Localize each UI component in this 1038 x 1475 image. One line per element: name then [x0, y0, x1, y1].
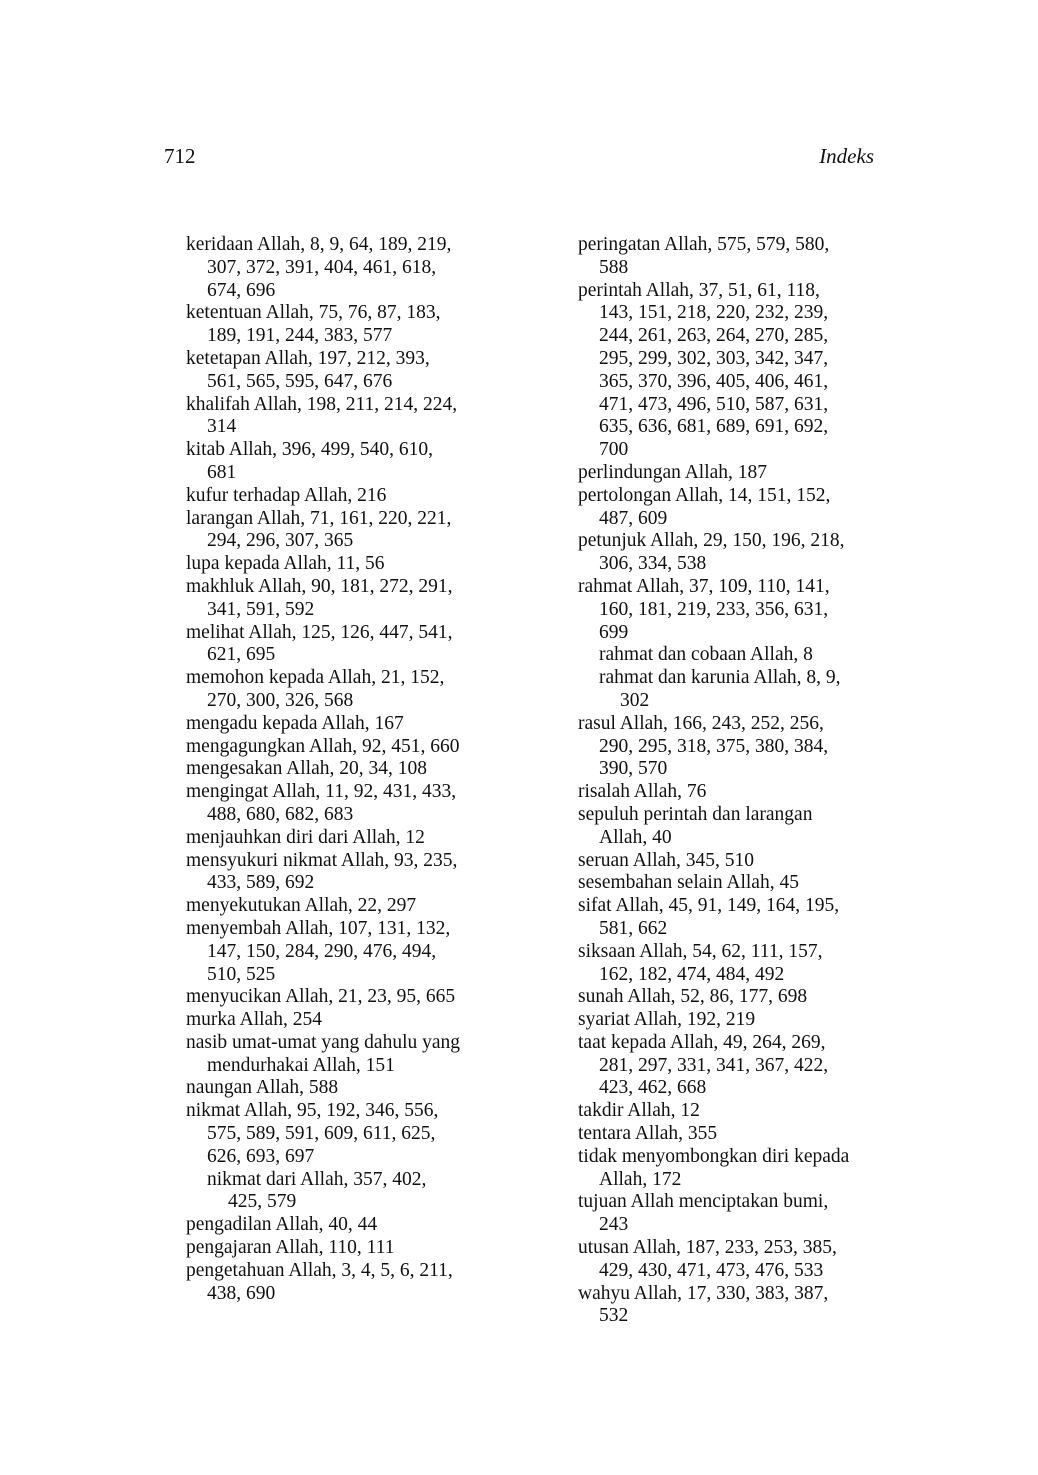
index-continuation: 433, 589, 692	[207, 872, 315, 894]
index-entry: naungan Allah, 588	[186, 1077, 339, 1099]
index-entry: pertolongan Allah, 14, 151, 152,	[578, 484, 831, 506]
index-continuation: 429, 430, 471, 473, 476, 533	[599, 1259, 824, 1281]
index-entry: pengetahuan Allah, 3, 4, 5, 6, 211,	[186, 1259, 453, 1281]
index-continuation: 143, 151, 218, 220, 232, 239,	[599, 302, 829, 324]
index-continuation: 626, 693, 697	[207, 1145, 315, 1167]
index-entry: melihat Allah, 125, 126, 447, 541,	[186, 621, 453, 643]
index-continuation: Allah, 172	[599, 1168, 682, 1190]
index-entry: menyucikan Allah, 21, 23, 95, 665	[186, 986, 456, 1008]
index-entry: murka Allah, 254	[186, 1009, 322, 1031]
index-entry: nasib umat-umat yang dahulu yang	[186, 1031, 461, 1053]
index-entry: larangan Allah, 71, 161, 220, 221,	[186, 507, 452, 529]
index-continuation: 635, 636, 681, 689, 691, 692,	[599, 416, 829, 438]
page-number: 712	[164, 144, 196, 168]
index-continuation: mendurhakai Allah, 151	[207, 1054, 395, 1076]
index-continuation: 438, 690	[207, 1282, 276, 1304]
index-entry: siksaan Allah, 54, 62, 111, 157,	[578, 940, 823, 962]
index-entry: utusan Allah, 187, 233, 253, 385,	[578, 1237, 837, 1259]
index-continuation: rahmat dan cobaan Allah, 8	[599, 644, 813, 666]
index-entry: ketentuan Allah, 75, 76, 87, 183,	[186, 302, 441, 324]
index-entry: syariat Allah, 192, 219	[578, 1009, 756, 1031]
index-entry: takdir Allah, 12	[578, 1100, 700, 1122]
index-entry: wahyu Allah, 17, 330, 383, 387,	[578, 1282, 829, 1304]
index-continuation: 306, 334, 538	[599, 553, 707, 575]
index-entry: lupa kepada Allah, 11, 56	[186, 553, 385, 575]
index-continuation: 270, 300, 326, 568	[207, 689, 354, 711]
index-continuation: nikmat dari Allah, 357, 402,	[207, 1168, 427, 1190]
index-entry: pengadilan Allah, 40, 44	[186, 1214, 378, 1236]
index-continuation: 390, 570	[599, 758, 668, 780]
index-entry: ketetapan Allah, 197, 212, 393,	[186, 347, 430, 369]
index-subentry-continuation: 425, 579	[228, 1191, 297, 1213]
index-entry: menyekutukan Allah, 22, 297	[186, 895, 417, 917]
index-entry: khalifah Allah, 198, 211, 214, 224,	[186, 393, 458, 415]
index-continuation: 700	[599, 439, 629, 461]
index-continuation: 488, 680, 682, 683	[207, 803, 354, 825]
index-entry: keridaan Allah, 8, 9, 64, 189, 219,	[186, 234, 452, 255]
index-continuation: 423, 462, 668	[599, 1077, 707, 1099]
index-entry: perlindungan Allah, 187	[578, 461, 768, 483]
index-continuation: rahmat dan karunia Allah, 8, 9,	[599, 667, 841, 689]
index-entry: tidak menyombongkan diri kepada	[578, 1145, 850, 1167]
index-continuation: 487, 609	[599, 507, 668, 529]
index-continuation: 314	[207, 416, 237, 438]
index-entry: taat kepada Allah, 49, 264, 269,	[578, 1031, 826, 1053]
index-entry: memohon kepada Allah, 21, 152,	[186, 667, 445, 689]
index-continuation: 588	[599, 256, 629, 278]
running-head: Indeks	[819, 144, 874, 168]
index-continuation: 699	[599, 621, 629, 643]
index-continuation: 307, 372, 391, 404, 461, 618,	[207, 256, 437, 278]
index-entry: seruan Allah, 345, 510	[578, 849, 755, 871]
index-continuation: 243	[599, 1214, 629, 1236]
index-entry: tentara Allah, 355	[578, 1123, 718, 1145]
index-continuation: 294, 296, 307, 365	[207, 530, 354, 552]
index-continuation: 281, 297, 331, 341, 367, 422,	[599, 1054, 829, 1076]
index-entry: risalah Allah, 76	[578, 781, 707, 803]
index-continuation: 341, 591, 592	[207, 598, 315, 620]
index-entry: rasul Allah, 166, 243, 252, 256,	[578, 712, 824, 734]
index-entry: pengajaran Allah, 110, 111	[186, 1237, 395, 1259]
index-continuation: 290, 295, 318, 375, 380, 384,	[599, 735, 829, 757]
index-entry: makhluk Allah, 90, 181, 272, 291,	[186, 575, 453, 597]
index-continuation: 471, 473, 496, 510, 587, 631,	[599, 393, 829, 415]
index-entry: mengagungkan Allah, 92, 451, 660	[186, 735, 460, 757]
index-continuation: 295, 299, 302, 303, 342, 347,	[599, 347, 829, 369]
index-entry: kitab Allah, 396, 499, 540, 610,	[186, 439, 433, 461]
index-entry: mensyukuri nikmat Allah, 93, 235,	[186, 849, 458, 871]
index-continuation: 244, 261, 263, 264, 270, 285,	[599, 325, 829, 347]
index-entry: peringatan Allah, 575, 579, 580,	[578, 234, 830, 255]
index-continuation: 674, 696	[207, 279, 276, 301]
index-continuation: 681	[207, 461, 237, 483]
index-continuation: 160, 181, 219, 233, 356, 631,	[599, 598, 829, 620]
index-continuation: 575, 589, 591, 609, 611, 625,	[207, 1123, 436, 1145]
index-column-left	[186, 234, 531, 1305]
index-entry: sunah Allah, 52, 86, 177, 698	[578, 986, 808, 1008]
index-continuation: 162, 182, 474, 484, 492	[599, 963, 785, 985]
index-entry: perintah Allah, 37, 51, 61, 118,	[578, 279, 820, 301]
index-entry: nikmat Allah, 95, 192, 346, 556,	[186, 1100, 439, 1122]
index-column-right	[578, 234, 923, 1328]
index-continuation: 147, 150, 284, 290, 476, 494,	[207, 940, 437, 962]
index-entry: mengingat Allah, 11, 92, 431, 433,	[186, 781, 457, 803]
index-entry: tujuan Allah menciptakan bumi,	[578, 1191, 829, 1213]
index-entry: mengadu kepada Allah, 167	[186, 712, 404, 734]
index-subentry-continuation: 302	[620, 689, 650, 711]
index-entry: menyembah Allah, 107, 131, 132,	[186, 917, 451, 939]
index-entry: sepuluh perintah dan larangan	[578, 803, 813, 825]
index-entry: sesembahan selain Allah, 45	[578, 872, 799, 894]
index-continuation: 561, 565, 595, 647, 676	[207, 370, 393, 392]
index-continuation: 532	[599, 1305, 629, 1327]
index-entry: petunjuk Allah, 29, 150, 196, 218,	[578, 530, 845, 552]
index-entry: menjauhkan diri dari Allah, 12	[186, 826, 425, 848]
index-entry: mengesakan Allah, 20, 34, 108	[186, 758, 427, 780]
index-continuation: 621, 695	[207, 644, 276, 666]
index-entry: sifat Allah, 45, 91, 149, 164, 195,	[578, 895, 840, 917]
index-continuation: 510, 525	[207, 963, 276, 985]
index-entry: kufur terhadap Allah, 216	[186, 484, 387, 506]
index-entry: rahmat Allah, 37, 109, 110, 141,	[578, 575, 830, 597]
index-continuation: 189, 191, 244, 383, 577	[207, 325, 393, 347]
index-continuation: 365, 370, 396, 405, 406, 461,	[599, 370, 829, 392]
index-continuation: 581, 662	[599, 917, 668, 939]
index-continuation: Allah, 40	[599, 826, 672, 848]
